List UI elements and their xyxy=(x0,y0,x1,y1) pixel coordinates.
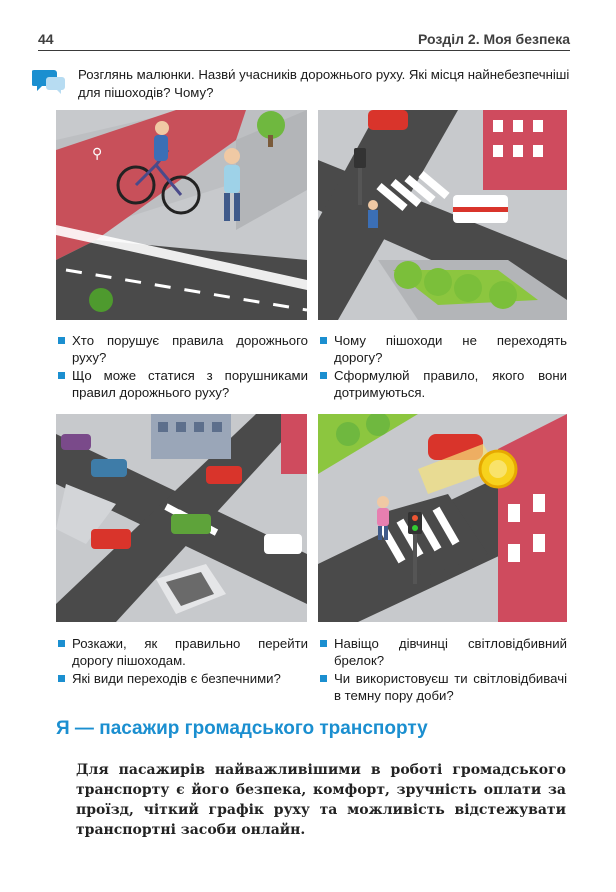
list-item: Чому пішоходи не переходять дорогу? xyxy=(318,332,567,366)
page-number: 44 xyxy=(38,31,54,47)
bullet-icon xyxy=(320,640,327,647)
questions-group-2 xyxy=(318,332,567,402)
bike-path-scene xyxy=(56,110,307,320)
bullet-icon xyxy=(320,675,327,682)
girl-reflector-scene xyxy=(318,414,567,622)
questions-group-4 xyxy=(318,635,567,705)
list-item: Хто порушує правила дорожнього руху? xyxy=(56,332,308,366)
task-text: Розглянь малюнки. Назви́ учасників дорожнього руху. Які місця найнебезпечніші для пішоходів? Чому? xyxy=(78,67,570,100)
bullet-icon xyxy=(58,640,65,647)
list-item: Сформулюй правило, якого вони дотримуються. xyxy=(318,367,567,401)
crosswalk-ambulance-scene xyxy=(318,110,567,320)
list-item: Які види переходів є безпечними? xyxy=(56,670,308,687)
list-item: Розкажи, як правильно перейти дорогу пішоходам. xyxy=(56,635,308,669)
intersection-underpass-scene xyxy=(56,414,307,622)
section-title: Розділ 2. Моя безпека xyxy=(418,31,570,47)
speech-bubbles-icon xyxy=(32,68,66,94)
bullet-icon xyxy=(58,372,65,379)
list-item: Навіщо дівчинці світловідбивний брелок? xyxy=(318,635,567,669)
list-item: Що може статися з порушниками правил дорожнього руху? xyxy=(56,367,308,401)
questions-group-1 xyxy=(56,332,308,402)
questions-group-3 xyxy=(56,635,308,688)
bullet-icon xyxy=(320,372,327,379)
bullet-icon xyxy=(320,337,327,344)
bullet-icon xyxy=(58,675,65,682)
svg-text:⚲: ⚲ xyxy=(92,146,103,162)
list-item: Чи використовуєш ти світловідбивачі в темну пору доби? xyxy=(318,670,567,704)
page-header xyxy=(38,28,570,51)
bullet-icon xyxy=(58,337,65,344)
body-paragraph: Для пасажирів найважливішими в роботі громадського транспорту є його безпека, комфорт, зручність оплати за проїзд, чіткий графік руху та можливість відстежувати транспортні засоби онлайн. xyxy=(76,762,566,838)
section-heading: Я — пасажир громадського транспорту xyxy=(56,718,428,739)
